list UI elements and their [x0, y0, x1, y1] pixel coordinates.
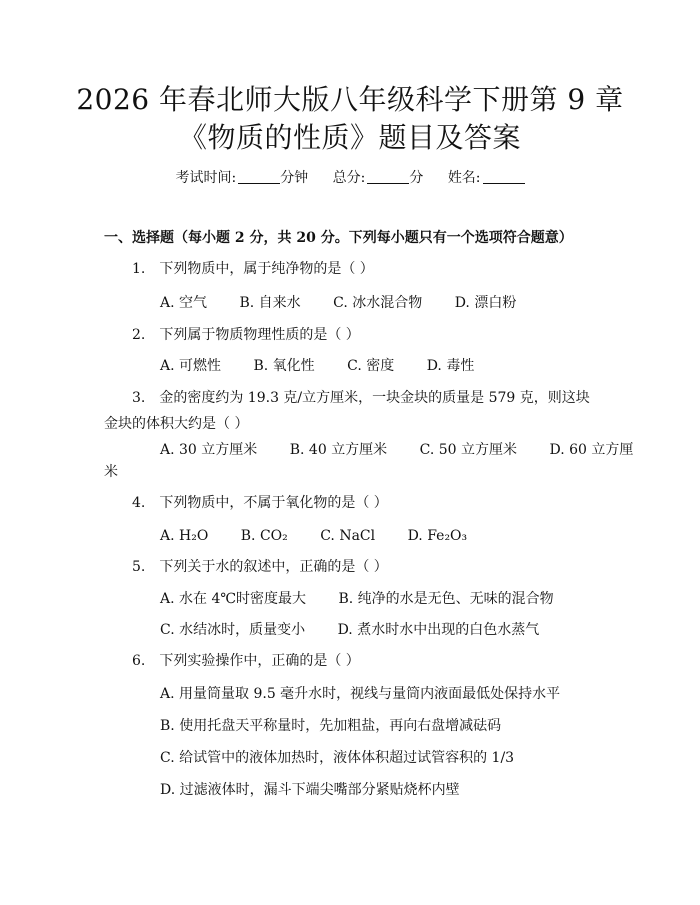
- question-4-option-c: C. NaCl: [320, 528, 376, 544]
- total-score-blank[interactable]: [367, 169, 409, 184]
- question-3-option-d: D. 60 立方厘: [549, 442, 634, 458]
- question-1-option-b: B. 自来水: [239, 295, 301, 311]
- question-5-option-b: B. 纯净的水是无色、无味的混合物: [338, 591, 554, 607]
- question-1-options: [160, 293, 544, 313]
- question-5-option-d: D. 煮水时水中出现的白色水蒸气: [337, 622, 540, 638]
- question-5-options-row-2: [160, 620, 567, 640]
- section-heading-choice: 一、选择题（每小题 2 分，共 20 分。下列每小题只有一个选项符合题意）: [104, 230, 573, 246]
- question-4-stem: 4. 下列物质中，不属于氧化物的是（ ）: [132, 495, 388, 511]
- question-1-option-c: C. 冰水混合物: [333, 295, 423, 311]
- document-title-line-1: 2026 年春北师大版八年级科学下册第 9 章: [76, 83, 624, 116]
- question-6-stem: 6. 下列实验操作中，正确的是（ ）: [132, 653, 360, 669]
- question-4-options: [160, 526, 495, 546]
- question-6-option-d: D. 过滤液体时，漏斗下端尖嘴部分紧贴烧杯内壁: [160, 782, 460, 798]
- question-2-option-b: B. 氧化性: [253, 358, 315, 374]
- document-title-line-2: 《物质的性质》题目及答案: [178, 121, 521, 154]
- student-name-field: [448, 170, 525, 186]
- question-2-option-d: D. 毒性: [426, 358, 475, 374]
- question-6-option-c: C. 给试管中的液体加热时，液体体积超过试管容积的 1/3: [160, 750, 515, 766]
- question-5-options-row-1: [160, 589, 582, 609]
- question-4-option-d: D. Fe₂O₃: [407, 528, 468, 544]
- question-3-option-b: B. 40 立方厘米: [289, 442, 388, 458]
- exam-time-unit: 分钟: [280, 170, 309, 186]
- student-name-blank[interactable]: [483, 169, 525, 184]
- total-score-label: 总分:: [332, 170, 366, 186]
- exam-time-label: 考试时间:: [175, 170, 237, 186]
- question-5-option-a: A. 水在 4℃时密度最大: [160, 591, 307, 607]
- question-3-options: [160, 440, 633, 460]
- question-3-option-c: C. 50 立方厘米: [419, 442, 518, 458]
- question-6-option-b: B. 使用托盘天平称量时，先加粗盐，再向右盘增减砝码: [160, 718, 502, 734]
- question-3-stem: 3. 金的密度约为 19.3 克/立方厘米，一块金块的质量是 579 克，则这块金块的体积大约是（ ）: [104, 390, 590, 432]
- question-1-stem: 1. 下列物质中，属于纯净物的是（ ）: [132, 261, 374, 277]
- total-score-unit: 分: [409, 170, 424, 186]
- student-name-label: 姓名:: [447, 170, 481, 186]
- question-5-option-c: C. 水结冰时，质量变小: [160, 622, 306, 638]
- question-3-option-a: A. 30 立方厘米: [160, 442, 258, 458]
- exam-time-blank[interactable]: [238, 169, 280, 184]
- question-2-option-a: A. 可燃性: [160, 358, 222, 374]
- total-score-field: [333, 170, 428, 186]
- question-3-option-d-tail: 米: [104, 464, 118, 480]
- question-6-option-a: A. 用量筒量取 9.5 毫升水时，视线与量筒内液面最低处保持水平: [160, 686, 561, 702]
- question-2-option-c: C. 密度: [347, 358, 395, 374]
- question-4-option-b: B. CO₂: [240, 528, 288, 544]
- question-1-option-d: D. 漂白粉: [454, 295, 517, 311]
- question-2-stem: 2. 下列属于物质物理性质的是（ ）: [132, 327, 360, 343]
- question-4-option-a: A. H₂O: [160, 528, 209, 544]
- question-2-options: [160, 356, 502, 376]
- exam-time-field: [175, 170, 312, 186]
- question-5-stem: 5. 下列关于水的叙述中，正确的是（ ）: [132, 559, 388, 575]
- question-1-option-a: A. 空气: [160, 295, 208, 311]
- exam-info-row: [0, 168, 700, 188]
